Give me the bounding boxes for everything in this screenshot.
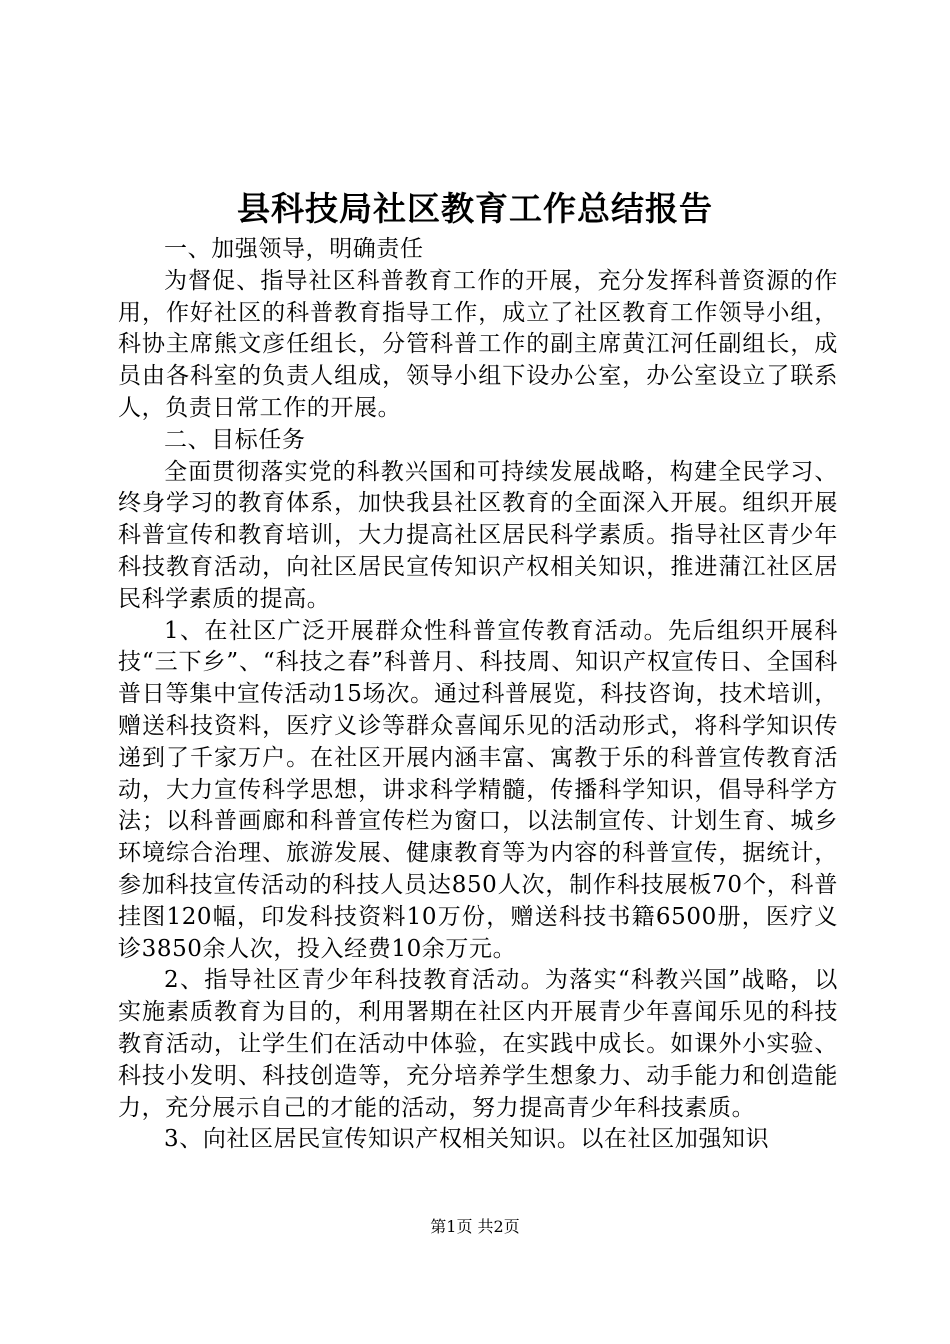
document-title: 县科技局社区教育工作总结报告 bbox=[237, 189, 713, 228]
section-heading-1: 一、加强领导，明确责任 bbox=[164, 236, 424, 262]
page-number-footer: 第1页 共2页 bbox=[430, 1217, 520, 1236]
paragraph-item-3: 3、向社区居民宣传知识产权相关知识。以在社区加强知识 bbox=[164, 1126, 770, 1153]
paragraph-item-2: 2、指导社区青少年科技教育活动。为落实“科教兴国”战略，以实施素质教育为目的，利用署期在社区内开展青少年喜闻乐见的科技教育活动，让学生们在活动中体验，在实践中成长。如课外小实验、科技小发明、科技创造等，充分培养学生想象力、动手能力和创造能力，充分展示自己的才能的活动，努力提高青少年科技素质。 bbox=[118, 967, 838, 1121]
document-body bbox=[118, 234, 838, 1156]
paragraph-item-1: 1、在社区广泛开展群众性科普宣传教育活动。先后组织开展科技“三下乡”、“科技之春”科普月、科技周、知识产权宣传日、全国科普日等集中宣传活动15场次。通过科普展览，科技咨询，技术培训，赠送科技资料，医疗义诊等群众喜闻乐见的活动形式，将科学知识传递到了千家万户。在社区开展内涵丰富、寓教于乐的科普宣传教育活动，大力宣传科学思想，讲求科学精髓，传播科学知识，倡导科学方法；以科普画廊和科普宣传栏为窗口，以法制宣传、计划生育、城乡环境综合治理、旅游发展、健康教育等为内容的科普宣传，据统计，参加科技宣传活动的科技人员达850人次，制作科技展板70个，科普挂图120幅，印发科技资料10万份，赠送科技书籍6500册，医疗义诊3850余人次，投入经费10余万元。 bbox=[118, 617, 838, 962]
paragraph-leadership: 为督促、指导社区科普教育工作的开展，充分发挥科普资源的作用，作好社区的科普教育指导工作，成立了社区教育工作领导小组，科协主席熊文彦任组长，分管科普工作的副主席黄江河任副组长，成员由各科室的负责人组成，领导小组下设办公室，办公室设立了联系人，负责日常工作的开展。 bbox=[118, 267, 838, 421]
paragraph-goals: 全面贯彻落实党的科教兴国和可持续发展战略，构建全民学习、终身学习的教育体系，加快我县社区教育的全面深入开展。组织开展科普宣传和教育培训，大力提高社区居民科学素质。指导社区青少年科技教育活动，向社区居民宣传知识产权相关知识，推进蒲江社区居民科学素质的提高。 bbox=[118, 458, 838, 612]
section-heading-2: 二、目标任务 bbox=[164, 426, 306, 453]
